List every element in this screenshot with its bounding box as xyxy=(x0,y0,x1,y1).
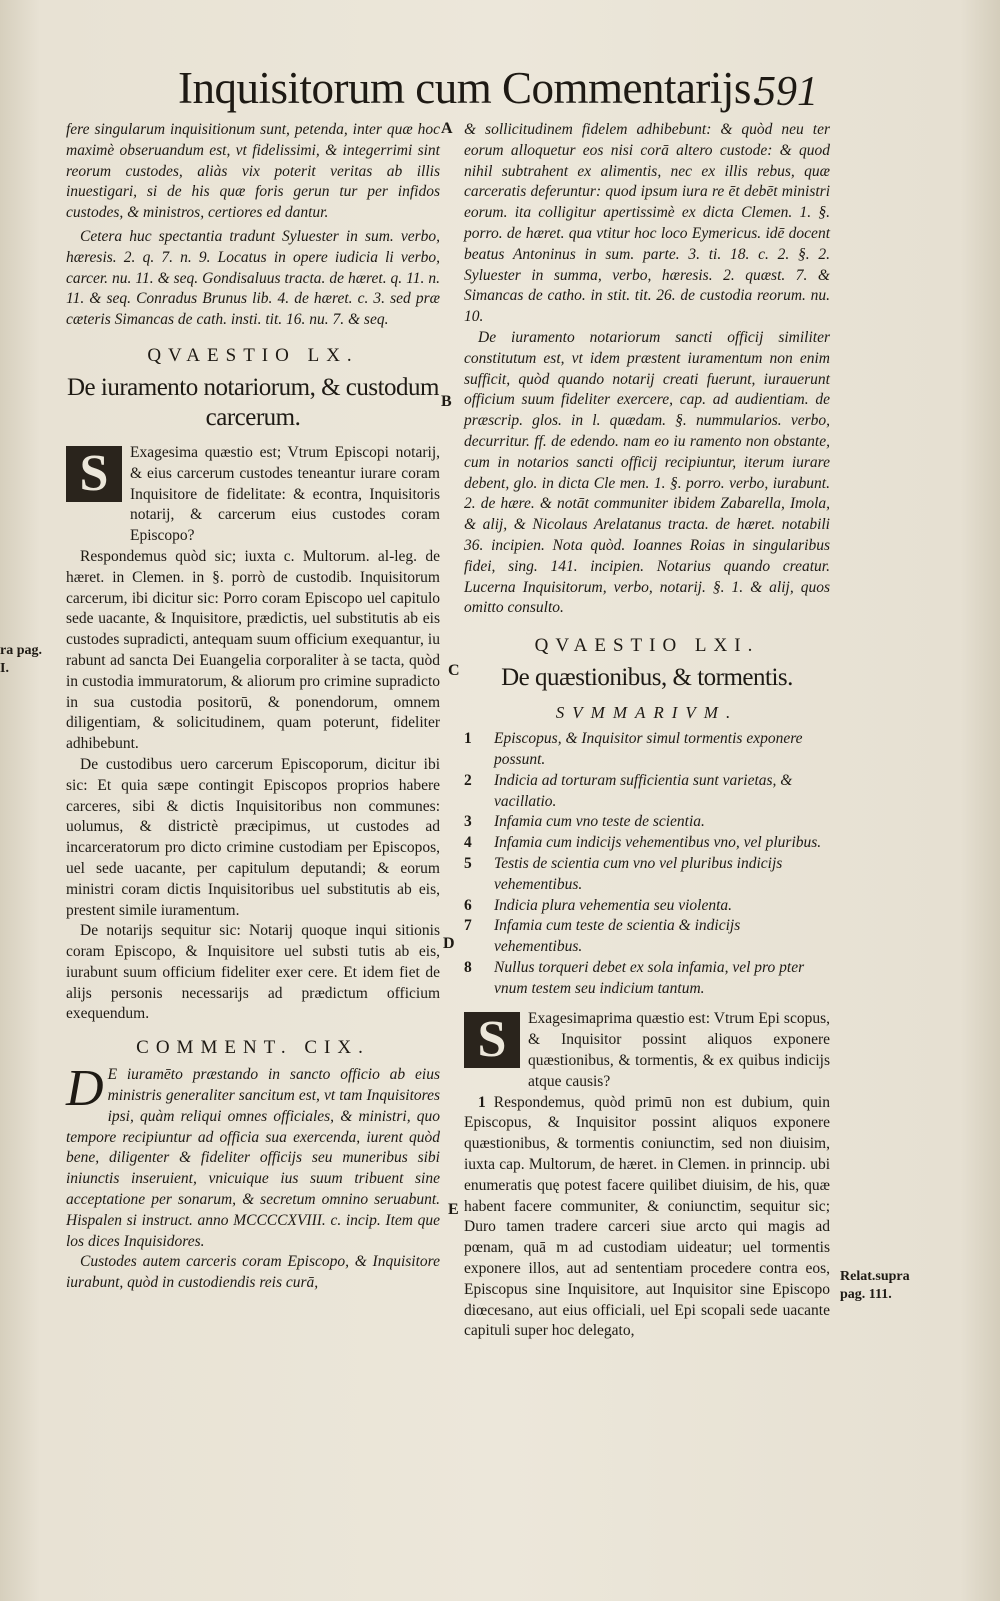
summary-text: Episcopus, & Inquisitor simul tormentis exponere possunt. xyxy=(494,730,803,768)
summary-item xyxy=(464,729,830,771)
right-margin-note-line: pag. 111. xyxy=(840,1287,892,1302)
margin-letter-d: D xyxy=(443,935,455,952)
question-61-heading: QVAESTIO LXI. xyxy=(534,635,760,657)
summary-item xyxy=(464,854,830,896)
paragraph: & sollicitudinem fidelem adhibebunt: & quòd neu ter eorum alloquetur eos nisi corā altero custode: & quod nihil subtrahent ex alimentis, nec ex illis rebus, quæ carceratis deferuntur: quod ipsum iura re ēt debēt ministri eorum. ita colligitur apertissimè ex dicta Clemen. 1. §. porro. de hæret. qua vtitur hoc loco Eymericus. idē docent beatus Antoninus in sum. parte. 3. ti. 18. c. 2. §. 2. Syluester in summa, verbo, hæresis. 2. quæst. 7. & Simancas de catho. in stit. tit. 26. de custodia reorum. nu. 10. xyxy=(464,121,830,326)
question-60-heading: QVAESTIO LX. xyxy=(147,344,359,366)
summary-item xyxy=(464,812,830,833)
summary-text: Infamia cum teste de scientia & indicijs vehementibus. xyxy=(494,917,741,956)
page-number: 591 xyxy=(755,69,818,115)
summary-item xyxy=(464,771,830,813)
summary-item xyxy=(464,958,830,1000)
summary-text: Infamia cum vno teste de scientia. xyxy=(494,813,705,831)
summary-title: SVMMARIVM. xyxy=(555,703,739,723)
right-margin-note xyxy=(840,1268,920,1304)
summary-list xyxy=(464,729,830,999)
summary-number: 3 xyxy=(464,813,472,831)
paragraph: Exagesima quæstio est; Vtrum Episcopi notarij, & eius carcerum custodes teneantur iurare coram Inquisitore de fidelitate: & econtra, Inquisitoris notarij, & carcerum eius custodes coram Episcopo? xyxy=(130,443,440,545)
margin-letter-c: C xyxy=(448,662,460,679)
paragraph: fere singularum inquisitionum sunt, petenda, inter quæ hoc maximè obseruandum est, vt fidelissimi, & integerrimi sint reorum custodes, aliàs vix poterit veritas ab illis inuestigari, si de his quæ foris gerun tur per infidos custodes, & ministros, certiores ed dantur. xyxy=(66,121,440,222)
paragraph: Cetera huc spectantia tradunt Syluester in sum. verbo, hæresis. 2. q. 7. n. 9. Locatus in opere iudicia li verbo, carcer. nu. 11. & seq. Gondisaluus tracta. de hæret. q. 11. n. 11. & seq. Conradus Brunus lib. 4. de hæret. c. 3. sed præ cæteris Simancas de cath. insti. tit. 16. nu. 7. & seq. xyxy=(66,227,440,329)
question-61-opening xyxy=(464,1009,830,1092)
summary-text: Infamia cum indicijs vehementibus vno, vel pluribus. xyxy=(494,834,822,852)
initial-d: D xyxy=(66,1060,104,1118)
dropcap-s: S xyxy=(66,446,122,502)
right-margin-note-line: Relat.supra xyxy=(840,1269,910,1284)
summary-ref-number: 1 xyxy=(478,1093,486,1111)
paragraph: Exagesimaprima quæstio est: Vtrum Epi scopus, & Inquisitor possint aliquos exponere quæstionibus, & tormentis, & ex quibus indicijs atque causis? xyxy=(528,1010,830,1090)
dropcap-s: S xyxy=(464,1012,520,1068)
paragraph-text: Respondemus, quòd primū non est dubium, quin Episcopus, & Inquisitor possint aliquos exponere quæstionibus, & tormentis coniunctim, sed non diuisim, iuxta cap. Multorum, de hæret. in Clemen. in prinncip. ubi enumeratis quę potest facere quilibet diuisim, de his, quæ habent facere communiter, & coniunctim, sequitur sic; Duro tamen tradere carceri siue arcto qui magis ad pœnam, quā m ad custodiam uideatur; uel tormentis exponere illos, aut ad sententiam procedere contra eos, Episcopus sine Inquisitore, aut Inquisitor sine Episcopo diœcesano, aut eius officiali, uel Epi scopali sede uacante capituli super hoc delegato, xyxy=(464,1093,830,1340)
summary-number: 8 xyxy=(464,958,472,976)
summary-text: Testis de scientia cum vno vel pluribus indicijs vehementibus. xyxy=(494,854,783,893)
summary-number: 2 xyxy=(464,771,472,789)
summary-number: 6 xyxy=(464,896,472,914)
summary-number: 1 xyxy=(464,730,472,748)
left-margin-note-line: ra pag. xyxy=(0,643,42,658)
summary-text: Indicia plura vehementia seu violenta. xyxy=(494,896,733,914)
paragraph xyxy=(464,1093,830,1343)
margin-letter-e: E xyxy=(448,1201,459,1218)
question-60-opening xyxy=(66,443,440,547)
comment-text: E iuramēto præstando in sancto officio ab eius ministris generaliter sancitum est, vt tam Inquisitores ipsi, quàm reliqui omnes officiales, & ministri, quo tempore recipiuntur ad officia sua exercenda, iurent quòd bene, diligenter & fideliter officijs seu muneribus sibi iniunctis inseruient, vnicuique ius suum tribuent sine acceptatione per sonarum, & secretum omnino seruabunt. Hispalen si instruct. anno MCCCCXVIII. c. incip. Item que los dices Inquisidores. xyxy=(66,1066,440,1250)
paragraph: De notarijs sequitur sic: Notarij quoque inqui sitionis coram Episcopo, & Inquisitore uel substi tutis ab eis, iurabunt suum officium fideliter exer cere. Et idem fiet de alijs personis necessarijs ad prædictum officium exequendum. xyxy=(66,922,440,1023)
summary-text: Nullus torqueri debet ex sola infamia, vel pro pter vnum testem seu indicium tantum. xyxy=(494,958,805,997)
question-60-title: De iuramento notariorum, & custodum carcerum. xyxy=(66,373,439,431)
question-61-title: De quæstionibus, & tormentis. xyxy=(501,664,793,692)
summary-item xyxy=(464,833,830,854)
summary-number: 4 xyxy=(464,834,472,852)
paragraph: Respondemus quòd sic; iuxta c. Multorum. al-leg. de hæret. in Clemen. in §. porrò de custodib. Inquisitorum carcerum, ibi dicitur sic: Porro coram Episcopo uel capitulo sede uacante, & Inquisitore, prædictis, uel substitutis ab eis custodes supradicti, antequam suum officium exequantur, iu rabunt ad sancta Dei Euangelia corporaliter à se tacta, quòd in custodia immuratorum, & aliorum pro crimine supradicto in sua custodia positorū, & ponendorum, omnem diligentiam, & solicitudinem, quam poterunt, fideliter adhibebunt. xyxy=(66,547,440,753)
paragraph: Custodes autem carceris coram Episcopo, & Inquisitore iurabunt, quòd in custodiendis reis curā, xyxy=(66,1253,440,1292)
summary-number: 5 xyxy=(464,854,472,872)
summary-item xyxy=(464,896,830,917)
margin-letter-b: B xyxy=(441,393,452,410)
left-margin-note-line: I. xyxy=(0,661,9,676)
margin-letter-a: A xyxy=(441,120,453,137)
paragraph: De custodibus uero carcerum Episcoporum, dicitur ibi sic: Et quia sæpe contingit Episcopos proprios habere carceres, sibi & dictis Inquisitoribus non communes: uolumus, & districtè præcipimus, ut custodes ad incarceratorum pro dicto crimine custodiam per Episcopos, uel sede uacante, per capitulum deputandi; & eorum ministri coram dictis Inquisitoribus uel substitutis ab eis, prestent simile iuramentum. xyxy=(66,755,440,919)
summary-number: 7 xyxy=(464,917,472,935)
running-head: Inquisitorum cum Commentarijs. xyxy=(178,63,762,113)
paragraph: De iuramento notariorum sancti officij similiter constitutum est, vt idem præstent iuramentum non enim sufficit, quòd quando notarij creati fuerunt, iurauerunt officium suum fideliter exercere, cap. ad audientiam. de præscrip. glos. in l. quædam. §. nummularios. verbo, decurritur. ff. de edendo. nam eo iu ramento non obstante, cum in notarios sancti officij recipiuntur, iterum iurare debent, glo. in dicta Cle men. 1. §. porro. verbo, iurabunt. 2. de hære. & notāt communiter ibidem Zabarella, Imola, & alij, & Nicolaus Arelatanus tracta. de hæret. notabili 36. incipien. Nota quòd. Ioannes Roias in singularibus fidei, sing. 141. incipien. Notarius quando creatur. Lucerna Inquisitorum, verbo, notarij. §. 1. & alij, quos omitto consulto. xyxy=(464,328,830,617)
right-column xyxy=(464,120,830,1342)
summary-text: Indicia ad torturam sufficientia sunt varietas, & vacillatio. xyxy=(494,771,793,810)
left-column xyxy=(66,120,440,1294)
summary-item xyxy=(464,916,830,958)
comment-heading: COMMENT. CIX. xyxy=(136,1037,370,1059)
comment-paragraph xyxy=(66,1060,440,1252)
